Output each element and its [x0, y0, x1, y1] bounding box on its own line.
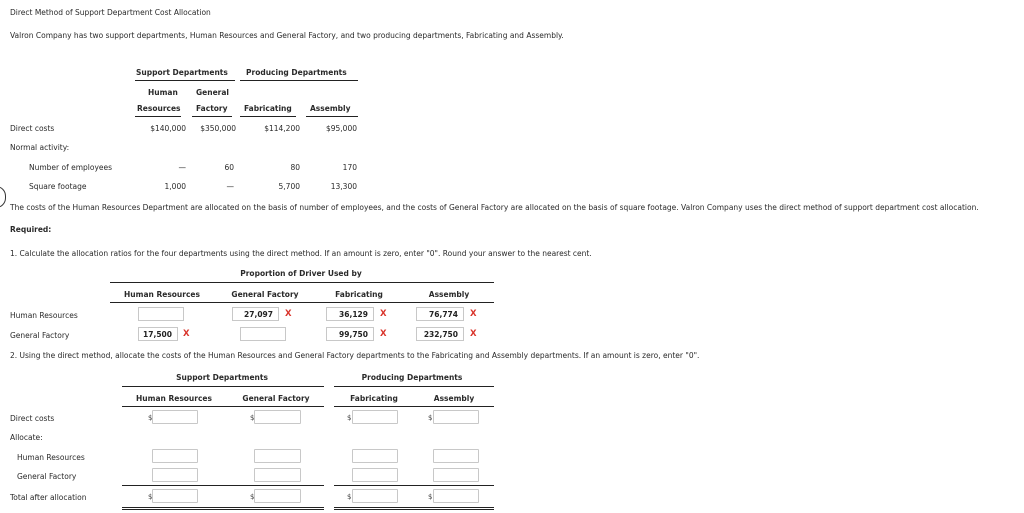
q1-hr-asm-input[interactable]: 76,774: [416, 307, 464, 321]
q1-gf-gf-input[interactable]: [240, 327, 286, 341]
cell-direct-fab: $114,200: [264, 124, 300, 133]
q2-alloc-hr-gf-input[interactable]: [254, 449, 301, 463]
q2-group-producing: Producing Departments: [361, 373, 463, 382]
cell-direct-gf: $350,000: [200, 124, 236, 133]
q2-col-hr: Human Resources: [136, 394, 212, 403]
q2-direct-hr-input[interactable]: [152, 410, 198, 424]
cell-emp-asm: 170: [342, 163, 357, 172]
col-hr-line2: Resources: [137, 104, 181, 113]
q2-alloc-gf-gf-input[interactable]: [254, 468, 301, 482]
incorrect-x-icon: X: [380, 329, 387, 339]
cell-sqft-asm: 13,300: [330, 182, 357, 191]
incorrect-x-icon: X: [183, 329, 190, 339]
cell-direct-asm: $95,000: [325, 124, 357, 133]
incorrect-x-icon: X: [470, 309, 477, 319]
col-gf-line1: General: [196, 88, 229, 97]
intro-text: Valron Company has two support departments, Human Resources and General Factory, and two producing departments, Fabricating and Assembly.: [10, 31, 564, 40]
q2-row-hr-label: Human Resources: [17, 453, 85, 462]
group-support-header: Support Departments: [136, 68, 228, 77]
currency-symbol: $: [347, 414, 352, 422]
q2-text: 2. Using the direct method, allocate the costs of the Human Resources and General Factory departments to the Fabricating and Assembly departments. If an amount is zero, enter "0".: [10, 351, 700, 360]
required-label: Required:: [10, 225, 52, 234]
cell-emp-gf: 60: [224, 163, 234, 172]
row-employees-label: Number of employees: [29, 163, 113, 172]
q2-total-hr-input[interactable]: [152, 489, 198, 503]
col-gf-line2: Factory: [196, 104, 228, 113]
row-normal-label: Normal activity:: [10, 143, 70, 152]
q1-col-asm: Assembly: [428, 290, 470, 299]
incorrect-x-icon: X: [380, 309, 387, 319]
currency-symbol: $: [250, 414, 255, 422]
description-text: The costs of the Human Resources Department are allocated on the basis of number of employees, and the costs of General Factory are allocated on the basis of square footage. Valron Company uses the direct method of support department cost allocation.: [10, 203, 979, 212]
q1-text: 1. Calculate the allocation ratios for the four departments using the direct method. If an amount is zero, enter "0". Round your answer to the nearest cent.: [10, 249, 592, 258]
incorrect-x-icon: X: [470, 329, 477, 339]
q2-col-fab: Fabricating: [350, 394, 398, 403]
col-fab: Fabricating: [244, 104, 292, 113]
q2-alloc-hr-fab-input[interactable]: [352, 449, 398, 463]
currency-symbol: $: [148, 414, 153, 422]
q1-gf-asm-input[interactable]: 232,750: [416, 327, 464, 341]
q2-alloc-hr-hr-input[interactable]: [152, 449, 198, 463]
currency-symbol: $: [347, 493, 352, 501]
q1-hr-fab-input[interactable]: 36,129: [326, 307, 374, 321]
q2-row-total-label: Total after allocation: [10, 493, 87, 502]
q1-col-gf: General Factory: [231, 290, 299, 299]
q2-col-gf: General Factory: [242, 394, 310, 403]
q1-gf-fab-input[interactable]: 99,750: [326, 327, 374, 341]
cell-sqft-gf: —: [226, 182, 234, 191]
q2-alloc-gf-hr-input[interactable]: [152, 468, 198, 482]
cell-sqft-fab: 5,700: [278, 182, 300, 191]
q2-total-fab-input[interactable]: [352, 489, 398, 503]
q2-direct-gf-input[interactable]: [254, 410, 301, 424]
q2-row-gf-label: General Factory: [17, 472, 77, 481]
page-title: Direct Method of Support Department Cost Allocation: [10, 8, 211, 17]
q2-col-asm: Assembly: [433, 394, 475, 403]
q1-col-fab: Fabricating: [335, 290, 383, 299]
q2-alloc-gf-fab-input[interactable]: [352, 468, 398, 482]
cell-direct-hr: $140,000: [150, 124, 186, 133]
q1-gf-hr-input[interactable]: 17,500: [138, 327, 178, 341]
left-curve-marker: [0, 186, 6, 208]
q1-hr-hr-input[interactable]: [138, 307, 184, 321]
q2-alloc-gf-asm-input[interactable]: [433, 468, 479, 482]
q2-total-gf-input[interactable]: [254, 489, 301, 503]
q2-alloc-hr-asm-input[interactable]: [433, 449, 479, 463]
currency-symbol: $: [148, 493, 153, 501]
row-sqft-label: Square footage: [29, 182, 87, 191]
q2-group-support: Support Departments: [176, 373, 268, 382]
cell-emp-hr: —: [178, 163, 186, 172]
q2-row-direct-label: Direct costs: [10, 414, 55, 423]
cell-sqft-hr: 1,000: [164, 182, 186, 191]
q1-col-hr: Human Resources: [124, 290, 200, 299]
currency-symbol: $: [250, 493, 255, 501]
cell-emp-fab: 80: [290, 163, 300, 172]
q2-total-asm-input[interactable]: [433, 489, 479, 503]
currency-symbol: $: [428, 493, 433, 501]
q1-row-gf-label: General Factory: [10, 331, 70, 340]
col-hr-line1: Human: [148, 88, 178, 97]
q1-hr-gf-input[interactable]: 27,097: [232, 307, 279, 321]
q2-direct-fab-input[interactable]: [352, 410, 398, 424]
incorrect-x-icon: X: [285, 309, 292, 319]
q2-row-allocate-label: Allocate:: [10, 433, 43, 442]
q1-row-hr-label: Human Resources: [10, 311, 78, 320]
q2-direct-asm-input[interactable]: [433, 410, 479, 424]
currency-symbol: $: [428, 414, 433, 422]
q1-group-header: Proportion of Driver Used by: [240, 269, 362, 278]
col-asm: Assembly: [310, 104, 351, 113]
group-producing-header: Producing Departments: [246, 68, 347, 77]
row-direct-label: Direct costs: [10, 124, 55, 133]
